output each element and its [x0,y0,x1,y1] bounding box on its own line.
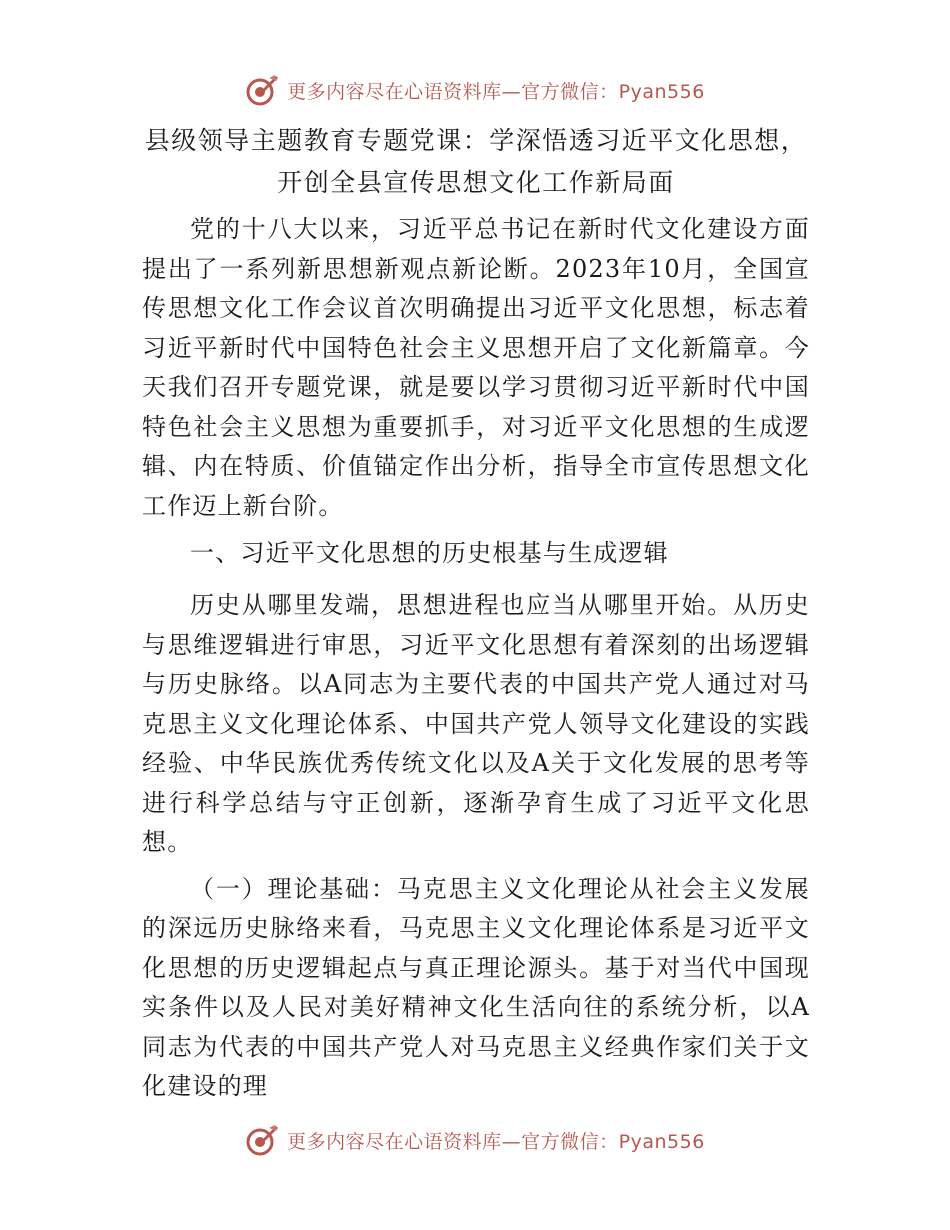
watermark-text: 更多内容尽在心语资料库—官方微信：Pyan556 [287,1130,705,1153]
watermark-banner-top [0,68,950,112]
intro-paragraph: 党的十八大以来，习近平总书记在新时代文化建设方面提出了一系列新思想新观点新论断。2023年10月，全国宣传思想文化工作会议首次明确提出习近平文化思想，标志着习近平新时代中国特色社会主义思想开启了文化新篇章。今天我们召开专题党课，就是要以学习贯彻习近平新时代中国特色社会主义思想为重要抓手，对习近平文化思想的生成逻辑、内在特质、价值锚定作出分析，指导全市宣传思想文化工作迈上新台阶。 [142,215,810,520]
document-body [142,120,810,1114]
quill-seal-icon [245,1123,279,1157]
document-title: 县级领导主题教育专题党课：学深悟透习近平文化思想，开创全县宣传思想文化工作新局面 [144,126,808,197]
section-heading: 一、习近平文化思想的历史根基与生成逻辑 [190,539,669,567]
subsection-paragraph: （一）理论基础：马克思主义文化理论从社会主义发展的深远历史脉络来看，马克思主义文化理论体系是习近平文化思想的历史逻辑起点与真正理论源头。基于对当代中国现实条件以及人民对美好精神文化生活向往的系统分析，以A同志为代表的中国共产党人对马克思主义经典作家们关于文化建设的理 [142,874,810,1100]
watermark-text: 更多内容尽在心语资料库—官方微信：Pyan556 [287,80,705,103]
quill-seal-icon [245,73,279,107]
section-paragraph: 历史从哪里发端，思想进程也应当从哪里开始。从历史与思维逻辑进行审思，习近平文化思想有着深刻的出场逻辑与历史脉络。以A同志为主要代表的中国共产党人通过对马克思主义文化理论体系、中国共产党人领导文化建设的实践经验、中华民族优秀传统文化以及A关于文化发展的思考等进行科学总结与守正创新，逐渐孕育生成了习近平文化思想。 [142,591,810,856]
watermark-banner-bottom [0,1118,950,1162]
